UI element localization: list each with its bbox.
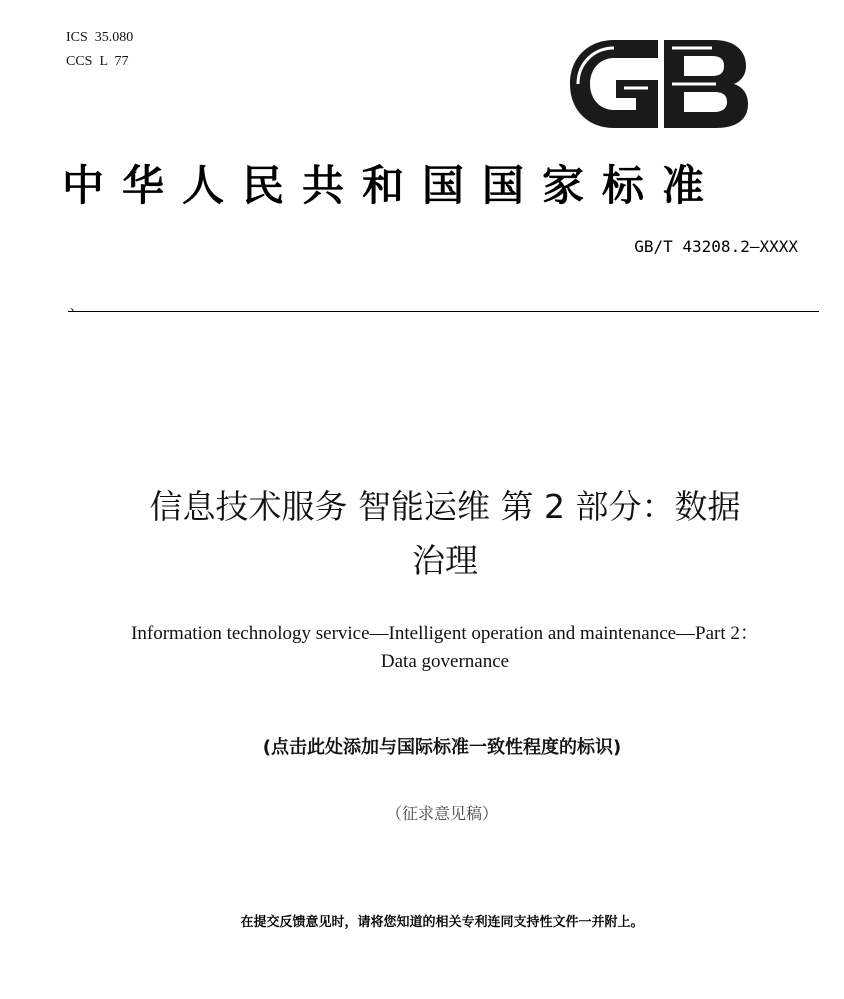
rule-mark: 、 [70, 299, 83, 313]
chinese-title-line-2: 治理 [412, 541, 478, 580]
chinese-title-line-1: 信息技术服务 智能运维 第 2 部分：数据 [149, 487, 741, 526]
national-standard-heading: 中华人民共和国国家标准 [62, 161, 723, 210]
consistency-placeholder[interactable]: (点击此处添加与国际标准一致性程度的标识) [262, 737, 622, 758]
classification-codes [66, 26, 133, 74]
english-title-line-1: Information technology service—Intelligent operation and maintenance—Part 2： [131, 623, 759, 644]
draft-status: （征求意见稿） [385, 804, 498, 823]
gb-national-standard-logo-icon [566, 36, 752, 132]
english-title-line-2: Data governance [380, 651, 510, 672]
standard-number: GB/T 43208.2—XXXX [634, 237, 798, 256]
header-divider [68, 311, 819, 312]
patent-notice: 在提交反馈意见时，请将您知道的相关专利连同支持性文件一并附上。 [240, 915, 644, 930]
ccs-code: CCS L 77 [66, 54, 129, 69]
ics-code: ICS 35.080 [66, 30, 134, 45]
chinese-title [60, 480, 830, 588]
english-title [50, 620, 840, 676]
